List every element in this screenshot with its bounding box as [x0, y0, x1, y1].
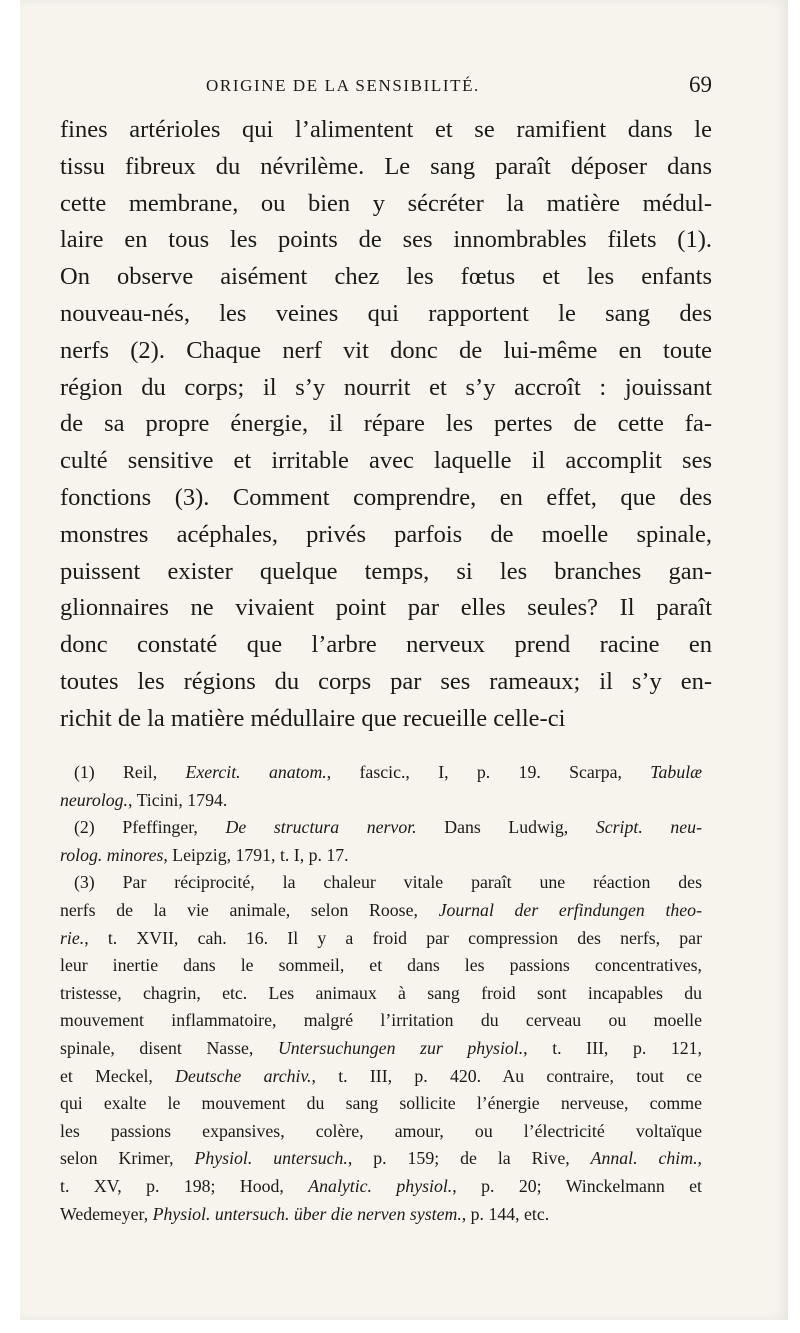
body-line: culté sensitive et irritable avec laquelle il accomplit ses [60, 447, 712, 475]
footnote-line [60, 1173, 702, 1201]
body-line: fonctions (3). Comment comprendre, en effet, que des [60, 483, 712, 511]
note-citation: Physiol. untersuch. [194, 1148, 348, 1169]
body-line: région du corps; il s’y nourrit et s’y accroît : jouissant [60, 373, 712, 401]
book-page [20, 0, 788, 1320]
footnote-line [60, 1201, 702, 1229]
note-text: selon Krimer, [60, 1148, 195, 1169]
note-text: , fascic., I, p. 19. Scarpa, [326, 762, 651, 782]
body-text [60, 112, 712, 738]
body-line: cette membrane, ou bien y sécréter la matière médul- [60, 189, 712, 217]
footnote-1 [60, 759, 702, 814]
note-text: , [697, 1148, 702, 1169]
body-line: donc constaté que l’arbre nerveux prend racine en [60, 631, 712, 659]
footnote-line [60, 897, 702, 925]
footnote-2 [60, 814, 702, 869]
body-line: de sa propre énergie, il répare les pertes de cette fa- [60, 410, 712, 438]
body-line: glionnaires ne vivaient point par elles seules? Il paraît [60, 594, 712, 622]
body-line: toutes les régions du corps par ses rameaux; il s’y en- [60, 667, 712, 695]
note-text: (2) Pfeffinger, [74, 817, 226, 838]
note-citation: neurolog. [60, 789, 128, 810]
body-line: laire en tous les points de ses innombrables filets (1). [60, 226, 712, 254]
note-citation: Tabulæ [650, 762, 703, 782]
body-line: On observe aisément chez les fœtus et les enfants [60, 263, 712, 291]
body-line: monstres acéphales, privés parfois de moelle spinale, [60, 520, 712, 548]
footnote-line [60, 787, 702, 815]
note-text: , t. XVII, cah. 16. Il y a froid par compression des nerfs, par [84, 927, 702, 948]
note-citation: rolog. minores [60, 844, 164, 865]
note-citation: Untersuchungen zur physiol. [277, 1037, 524, 1058]
footnote-line: leur inertie dans le sommeil, et dans les passions concentratives, [60, 955, 702, 976]
body-line: nerfs (2). Chaque nerf vit donc de lui-même en toute [60, 336, 712, 364]
note-text: , Leipzig, 1791, t. I, p. 17. [163, 844, 349, 865]
note-text: et Meckel, [60, 1065, 176, 1086]
footnote-line [60, 842, 702, 870]
footnote-line: les passions expansives, colère, amour, ou l’électricité voltaïque [60, 1120, 702, 1141]
note-text: , Ticini, 1794. [128, 789, 228, 810]
body-line: nouveau-nés, les veines qui rapportent le sang des [60, 299, 712, 327]
note-text: (1) Reil, [74, 762, 186, 782]
footnote-line: mouvement inflammatoire, malgré l’irritation du cerveau ou moelle [60, 1010, 702, 1031]
running-title: ORIGINE DE LA SENSIBILITÉ. [206, 76, 480, 95]
note-text: spinale, disent Nasse, [60, 1037, 278, 1058]
footnote-line [60, 814, 702, 842]
footnote-line [60, 1035, 702, 1063]
note-text: , t. III, p. 420. Au contraire, tout ce [311, 1065, 702, 1086]
body-line: tissu fibreux du névrilème. Le sang paraît déposer dans [60, 152, 712, 180]
footnote-line [60, 759, 702, 787]
note-citation: Analytic. physiol. [308, 1175, 453, 1196]
body-line: richit de la matière médullaire que recueille celle-ci [60, 704, 566, 732]
note-citation: Physiol. untersuch. über die nerven system. [152, 1203, 462, 1224]
body-line: puissent exister quelque temps, si les branches gan- [60, 557, 712, 585]
note-citation: Annal. chim. [590, 1148, 698, 1169]
note-citation: Exercit. anatom. [185, 762, 327, 782]
note-text: , t. III, p. 121, [523, 1037, 702, 1058]
note-citation: rie. [60, 927, 85, 948]
footnotes [60, 759, 702, 1228]
running-head [20, 72, 712, 102]
note-text: , p. 144, etc. [461, 1203, 550, 1224]
note-citation: Script. neu- [595, 817, 702, 838]
footnote-line [60, 1145, 702, 1173]
footnote-line: (3) Par réciprocité, la chaleur vitale paraît une réaction des [74, 872, 702, 893]
note-text: , p. 159; de la Rive, [347, 1148, 591, 1169]
note-text: t. XV, p. 198; Hood, [60, 1175, 309, 1196]
note-text: Wedemeyer, [60, 1203, 153, 1224]
note-citation: Deutsche archiv. [175, 1065, 312, 1086]
footnote-line: tristesse, chagrin, etc. Les animaux à sang froid sont incapables du [60, 982, 702, 1003]
footnote-3 [60, 869, 702, 1228]
note-citation: Journal der erfindungen theo- [438, 899, 702, 920]
footnote-line [60, 1063, 702, 1091]
footnote-line: qui exalte le mouvement du sang sollicite l’énergie nerveuse, comme [60, 1093, 702, 1114]
note-text: , p. 20; Winckelmann et [452, 1175, 702, 1196]
note-citation: De structura nervor. [225, 817, 417, 838]
body-line: fines artérioles qui l’alimentent et se ramifient dans le [60, 116, 712, 143]
page-number: 69 [689, 72, 712, 97]
note-text: Dans Ludwig, [416, 817, 596, 838]
note-text: nerfs de la vie animale, selon Roose, [60, 899, 439, 920]
footnote-line [60, 925, 702, 953]
